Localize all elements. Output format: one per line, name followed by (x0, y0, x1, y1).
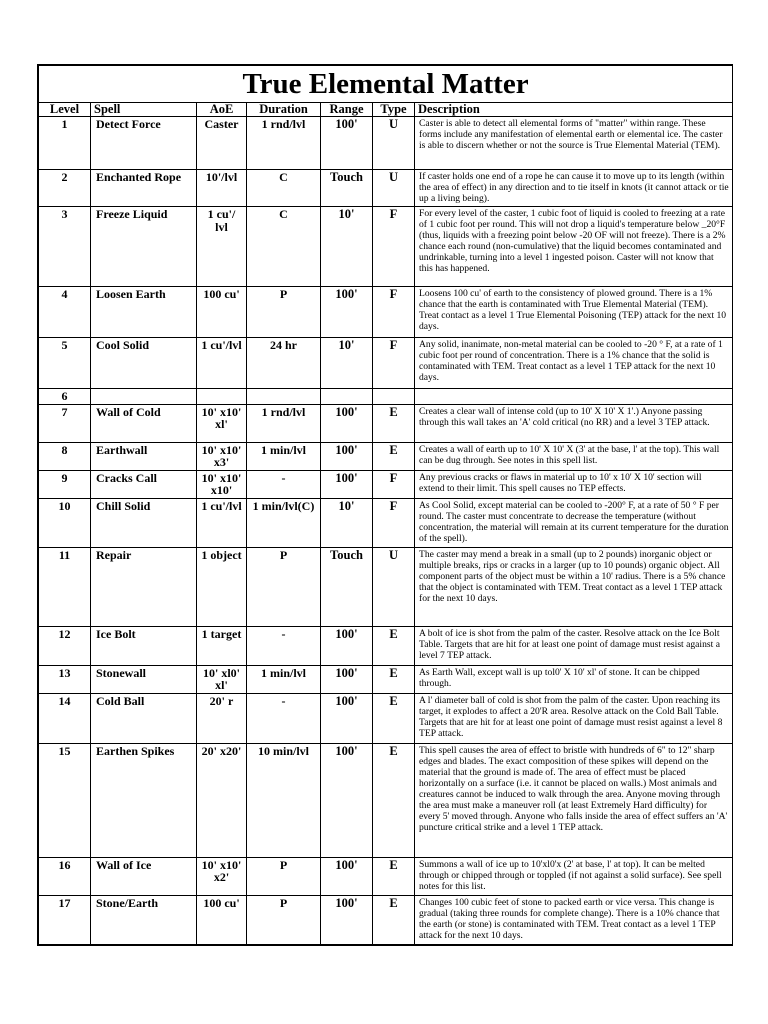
cell-aoe: 100 cu' (197, 895, 247, 944)
cell-range: 10' (321, 207, 373, 287)
cell-range (321, 389, 373, 405)
cell-spell: Cool Solid (91, 338, 197, 389)
table-row (39, 117, 733, 170)
cell-aoe: 10' x10' x3' (197, 442, 247, 470)
cell-description: If caster holds one end of a rope he can cause it to move up to its length (within the area of effect) in any direction and to tie itself in knots (it cannot attack or tie up a living being). (415, 170, 733, 207)
cell-level: 14 (39, 693, 91, 743)
cell-duration: 1 min/lvl (247, 665, 321, 693)
cell-range: 10' (321, 498, 373, 547)
cell-aoe: 1 cu'/lvl (197, 498, 247, 547)
cell-type: E (373, 626, 415, 665)
cell-type: E (373, 743, 415, 857)
cell-type: E (373, 665, 415, 693)
table-row (39, 389, 733, 405)
cell-spell: Loosen Earth (91, 287, 197, 338)
cell-duration: - (247, 626, 321, 665)
cell-aoe: 10' xl0' xl' (197, 665, 247, 693)
cell-level: 11 (39, 547, 91, 626)
cell-range: 100' (321, 404, 373, 442)
cell-description: Creates a clear wall of intense cold (up to 10' X 10' X 1'.) Anyone passing through this wall takes an 'A' cold critical (no RR) and a level 3 TEP attack. (415, 404, 733, 442)
cell-level: 10 (39, 498, 91, 547)
cell-range: 100' (321, 743, 373, 857)
cell-level: 15 (39, 743, 91, 857)
spell-rows (39, 117, 733, 945)
header-description: Description (415, 103, 733, 117)
cell-description: As Earth Wall, except wall is up tol0' X 10' xl' of stone. It can be chipped through. (415, 665, 733, 693)
cell-duration: 10 min/lvl (247, 743, 321, 857)
cell-range: 10' (321, 338, 373, 389)
cell-description: Creates a wall of earth up to 10' X 10' X (3' at the base, l' at the top). This wall can be dug through. See notes in this spell list. (415, 442, 733, 470)
cell-description: Any solid, inanimate, non-metal material can be cooled to -20 ° F, at a rate of 1 cubic foot per round of concentration. There is a 1% chance that the solid is contaminated with TEM. Treat contact as a level 1 TEP attack for the next 10 days. (415, 338, 733, 389)
cell-duration: P (247, 287, 321, 338)
cell-aoe: 20' r (197, 693, 247, 743)
cell-type: F (373, 287, 415, 338)
table-row (39, 743, 733, 857)
cell-spell: Enchanted Rope (91, 170, 197, 207)
table-row (39, 287, 733, 338)
cell-spell: Chill Solid (91, 498, 197, 547)
table-row (39, 170, 733, 207)
cell-spell (91, 389, 197, 405)
cell-duration: 24 hr (247, 338, 321, 389)
cell-type: F (373, 470, 415, 498)
cell-aoe: 10' x10' x2' (197, 857, 247, 895)
cell-description: Caster is able to detect all elemental forms of "matter" within range. These forms include any manifestation of elemental earth or elemental ice. The caster is able to discern whether or not the source is True Elemental Material (TEM). (415, 117, 733, 170)
header-aoe: AoE (197, 103, 247, 117)
cell-type: E (373, 404, 415, 442)
spell-table (38, 65, 733, 945)
cell-duration: 1 min/lvl(C) (247, 498, 321, 547)
cell-type: E (373, 693, 415, 743)
cell-spell: Detect Force (91, 117, 197, 170)
table-row (39, 895, 733, 944)
cell-aoe: 1 cu'/lvl (197, 338, 247, 389)
cell-range: 100' (321, 665, 373, 693)
table-row (39, 404, 733, 442)
cell-range: 100' (321, 442, 373, 470)
cell-level: 4 (39, 287, 91, 338)
table-header-row (39, 103, 733, 117)
table-row (39, 470, 733, 498)
cell-type: E (373, 895, 415, 944)
cell-duration: - (247, 693, 321, 743)
header-range: Range (321, 103, 373, 117)
cell-aoe: 100 cu' (197, 287, 247, 338)
cell-level: 9 (39, 470, 91, 498)
table-row (39, 207, 733, 287)
cell-aoe: 20' x20' (197, 743, 247, 857)
cell-aoe (197, 389, 247, 405)
cell-description: Any previous cracks or flaws in material up to 10' x 10' X 10' section will extend to their limit. This spell causes no TEP effects. (415, 470, 733, 498)
cell-description: Changes 100 cubic feet of stone to packed earth or vice versa. This change is gradual (taking three rounds for complete change). There is a 10% chance that the earth (or stone) is contaminated with TEM. Treat contact as a level 1 TEP attack for the next 10 days. (415, 895, 733, 944)
cell-spell: Wall of Ice (91, 857, 197, 895)
cell-aoe: 10' x10' x10' (197, 470, 247, 498)
cell-duration: 1 rnd/lvl (247, 404, 321, 442)
cell-level: 3 (39, 207, 91, 287)
cell-level: 12 (39, 626, 91, 665)
cell-spell: Earthwall (91, 442, 197, 470)
cell-range: 100' (321, 117, 373, 170)
cell-level: 8 (39, 442, 91, 470)
cell-description: As Cool Solid, except material can be cooled to -200° F, at a rate of 50 ° F per round. The caster must concentrate to decrease the temperature (without concentration, the material will remain at its current temperature for the duration of the spell). (415, 498, 733, 547)
header-type: Type (373, 103, 415, 117)
table-row (39, 626, 733, 665)
cell-range: 100' (321, 693, 373, 743)
table-row (39, 547, 733, 626)
cell-duration: C (247, 170, 321, 207)
cell-type: E (373, 442, 415, 470)
cell-range: 100' (321, 626, 373, 665)
cell-type: U (373, 117, 415, 170)
spell-list-sheet (37, 64, 733, 946)
table-row (39, 338, 733, 389)
cell-type: U (373, 547, 415, 626)
cell-aoe: 1 target (197, 626, 247, 665)
cell-type (373, 389, 415, 405)
cell-duration: P (247, 857, 321, 895)
header-spell: Spell (91, 103, 197, 117)
cell-type: F (373, 338, 415, 389)
cell-duration: P (247, 547, 321, 626)
cell-spell: Freeze Liquid (91, 207, 197, 287)
table-row (39, 665, 733, 693)
cell-description: For every level of the caster, 1 cubic foot of liquid is cooled to freezing at a rate of 1 cubic foot per round. This will not drop a liquid's temperature below _20°F (thus, liquids with a freezing point below -20 OF will not freeze). There is a 2% chance each round (non-cumulative) that the liquid becomes contaminated and undrinkable, turning into a level 1 ingested poison. Caster will not know that this has happened. (415, 207, 733, 287)
cell-aoe: 10' x10' xl' (197, 404, 247, 442)
table-row (39, 857, 733, 895)
cell-description (415, 389, 733, 405)
cell-spell: Repair (91, 547, 197, 626)
cell-type: F (373, 207, 415, 287)
cell-description: This spell causes the area of effect to bristle with hundreds of 6" to 12" sharp edges and blades. The exact composition of these spikes will depend on the material that the ground is made of. The area of effect must be placed horizontally on a surface (i.e. it cannot be placed on walls.) Most animals and creatures cannot be induced to walk through the area. Anyone moving through the area must make a maneuver roll (at least Extremely Hard difficulty) for every 5' moved through. Anyone who falls inside the area of effect suffers an 'A' puncture critical strike and a level 1 TEP attack. (415, 743, 733, 857)
cell-description: Summons a wall of ice up to 10'xl0'x (2' at base, l' at top). It can be melted through or chipped through or toppled (if not against a solid surface). See spell notes for this list. (415, 857, 733, 895)
cell-duration: 1 min/lvl (247, 442, 321, 470)
cell-aoe: 1 object (197, 547, 247, 626)
header-level: Level (39, 103, 91, 117)
cell-range: 100' (321, 470, 373, 498)
table-row (39, 693, 733, 743)
cell-description: The caster may mend a break in a small (up to 2 pounds) inorganic object or multiple breaks, rips or cracks in a larger (up to 10 pounds) organic object. All component parts of the object must be within a 10' radius. There is a 5% chance that the object is contaminated with TEM. Treat contact as a level 1 TEP attack for the next 10 days. (415, 547, 733, 626)
cell-duration: C (247, 207, 321, 287)
cell-duration: 1 rnd/lvl (247, 117, 321, 170)
cell-description: Loosens 100 cu' of earth to the consistency of plowed ground. There is a 1% chance that the earth is contaminated with True Elemental Material (TEM). Treat contact as a level 1 True Elemental Poisoning (TEP) attack for the next 10 days. (415, 287, 733, 338)
cell-level: 1 (39, 117, 91, 170)
cell-level: 13 (39, 665, 91, 693)
cell-level: 7 (39, 404, 91, 442)
cell-type: F (373, 498, 415, 547)
cell-duration: - (247, 470, 321, 498)
cell-aoe: Caster (197, 117, 247, 170)
cell-range: 100' (321, 287, 373, 338)
table-row (39, 498, 733, 547)
cell-type: U (373, 170, 415, 207)
cell-spell: Earthen Spikes (91, 743, 197, 857)
cell-level: 2 (39, 170, 91, 207)
cell-description: A bolt of ice is shot from the palm of the caster. Resolve attack on the Ice Bolt Table. Targets that are hit for at least one point of damage must resist against a level 7 TEP attack. (415, 626, 733, 665)
cell-range: Touch (321, 547, 373, 626)
cell-spell: Stone/Earth (91, 895, 197, 944)
cell-level: 5 (39, 338, 91, 389)
cell-level: 16 (39, 857, 91, 895)
cell-spell: Cold Ball (91, 693, 197, 743)
cell-aoe: 10'/lvl (197, 170, 247, 207)
cell-spell: Wall of Cold (91, 404, 197, 442)
cell-type: E (373, 857, 415, 895)
cell-description: A l' diameter ball of cold is shot from the palm of the caster. Upon reaching its target, it explodes to affect a 20'R area. Resolve attack on the Cold Ball Table. Targets that are hit for at least one point of damage must resist against a level 8 TEP attack. (415, 693, 733, 743)
cell-duration: P (247, 895, 321, 944)
cell-spell: Ice Bolt (91, 626, 197, 665)
cell-spell: Stonewall (91, 665, 197, 693)
cell-range: 100' (321, 895, 373, 944)
cell-range: 100' (321, 857, 373, 895)
cell-range: Touch (321, 170, 373, 207)
cell-duration (247, 389, 321, 405)
cell-aoe: 1 cu'/ lvl (197, 207, 247, 287)
page-title: True Elemental Matter (39, 66, 733, 103)
cell-level: 17 (39, 895, 91, 944)
table-row (39, 442, 733, 470)
header-duration: Duration (247, 103, 321, 117)
cell-spell: Cracks Call (91, 470, 197, 498)
cell-level: 6 (39, 389, 91, 405)
